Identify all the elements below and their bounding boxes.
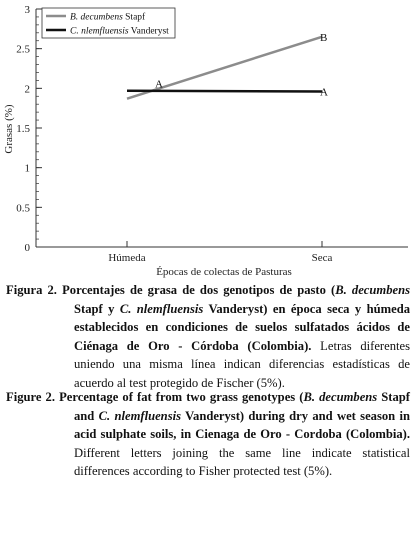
y-tick-label: 1 [24,162,30,175]
y-axis-title: Grasas (%) [3,104,15,154]
figure-number-es: Figura 2. [6,283,57,297]
legend [42,8,175,38]
x-axis-title: Épocas de colectas de Pasturas [156,266,292,278]
point-letter: A [320,86,328,99]
y-tick-label: 1.5 [16,123,30,135]
point-letter: A [155,78,163,91]
y-tick-label: 0 [24,242,30,254]
point-letters [155,32,328,99]
figure-number-en: Figure 2. [6,390,55,404]
y-tick-label: 2.5 [16,43,30,56]
x-tick-label: Húmeda [108,252,146,264]
legend-label-b-decumbens: B. decumbens Stapf [70,12,146,23]
legend-label-c-nlemfluensis: C. nlemfluensis Vanderyst [70,26,169,37]
y-tick-label: 3 [24,4,30,16]
caption-english: Figure 2. Percentage of fat from two grass genotypes (B. decumbens Stapf and C. nlemfluensis Vanderyst) during dry and wet season in acid sulphate soils, in Cienaga de Oro - Cordoba (Colombia). Different letters joining the same line indicate statistical differences according to Fisher protected test (5%). [6,390,410,479]
y-tick-label: 0.5 [16,202,30,215]
x-tick-label: Seca [311,252,333,264]
point-letter: B [320,31,328,44]
caption-spanish: Figura 2. Porcentajes de grasa de dos genotipos de pasto (B. decumbens Stapf y C. nlemfluensis Vanderyst) en época seca y húmeda establecidos en condiciones de suelos sulfatados ácidos de Ciénaga de Oro - Córdoba (Colombia). Letras diferentes uniendo una misma línea indican diferencias estadísticas de acuerdo al test protegido de Fischer (5%). [6,283,410,390]
axes [16,4,408,264]
series-line-1 [127,91,322,92]
y-tick-label: 2 [24,83,30,96]
